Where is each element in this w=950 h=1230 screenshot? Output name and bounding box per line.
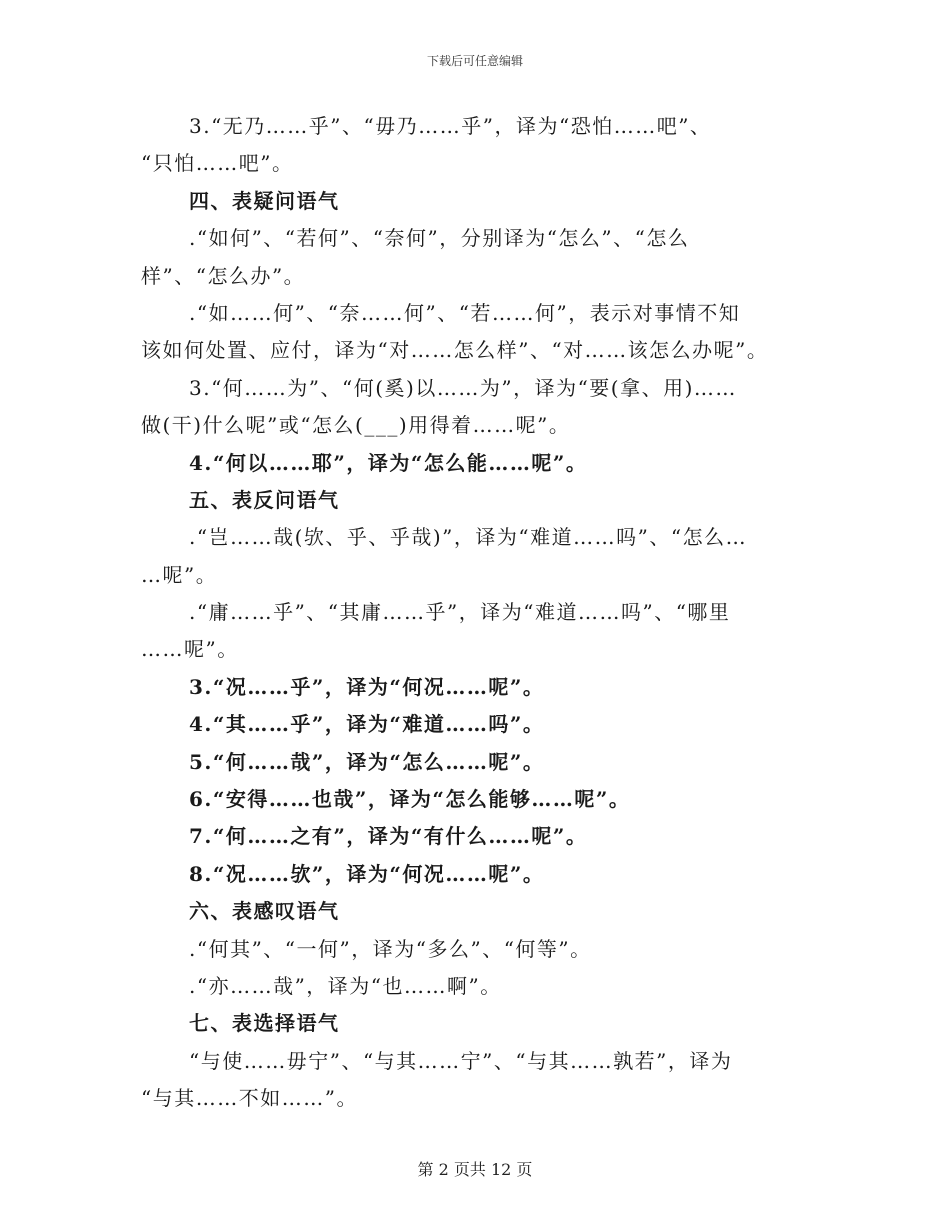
text-line: .“亦……哉”，译为“也……啊”。 (189, 973, 502, 998)
text-line: 3.“无乃……乎”、“毋乃……乎”，译为“恐怕……吧”、 (189, 114, 712, 138)
document-body (141, 108, 809, 1118)
heading-line: 3.“况……乎”，译为“何况……呢”。 (189, 674, 545, 699)
page-header: 下载后可任意编辑 (426, 54, 523, 68)
text-line: 样”、“怎么办”。 (141, 263, 306, 288)
text-line: .“何其”、“一何”，译为“多么”、“何等”。 (189, 936, 592, 961)
text-line: …呢”。 (141, 562, 218, 587)
text-line: .“如何”、“若何”、“奈何”，分别译为“怎么”、“怎么 (189, 226, 690, 251)
text-line: ……呢”。 (141, 637, 239, 662)
text-line: “只怕……吧”。 (141, 151, 294, 176)
heading-line: 4.“何以……耶”，译为“怎么能……呢”。 (189, 450, 588, 475)
heading-line: 六、表感叹语气 (189, 899, 340, 924)
heading-line: 五、表反问语气 (189, 487, 340, 512)
text-line: .“岂……哉(欤、乎、乎哉)”，译为“难道……吗”、“怎么… (189, 525, 748, 550)
heading-line: 5.“何……哉”，译为“怎么……呢”。 (189, 749, 545, 774)
text-line: .“庸……乎”、“其庸……乎”，译为“难道……吗”、“哪里 (189, 600, 731, 625)
heading-line: 四、表疑问语气 (189, 188, 340, 213)
text-line: 做(干)什么呢”或“怎么(___)用得着……呢”。 (141, 413, 571, 438)
text-line: “与使……毋宁”、“与其……宁”、“与其……孰若”，译为 (189, 1048, 733, 1073)
heading-line: 6.“安得……也哉”，译为“怎么能够……呢”。 (189, 787, 631, 812)
heading-line: 8.“况……欤”，译为“何况……呢”。 (189, 861, 545, 886)
text-line: 该如何处置、应付，译为“对……怎么样”、“对……该怎么办呢”。 (141, 338, 769, 363)
page-footer: 第 2 页共 12 页 (417, 1160, 533, 1179)
text-line: 3.“何……为”、“何(奚)以……为”，译为“要(拿、用)…… (189, 375, 737, 400)
heading-line: 7.“何……之有”，译为“有什么……呢”。 (189, 824, 588, 849)
heading-line: 七、表选择语气 (189, 1011, 340, 1036)
heading-line: 4.“其……乎”，译为“难道……吗”。 (189, 712, 545, 737)
text-line: .“如……何”、“奈……何”、“若……何”，表示对事情不知 (189, 300, 741, 325)
text-line: “与其……不如……”。 (141, 1086, 358, 1111)
